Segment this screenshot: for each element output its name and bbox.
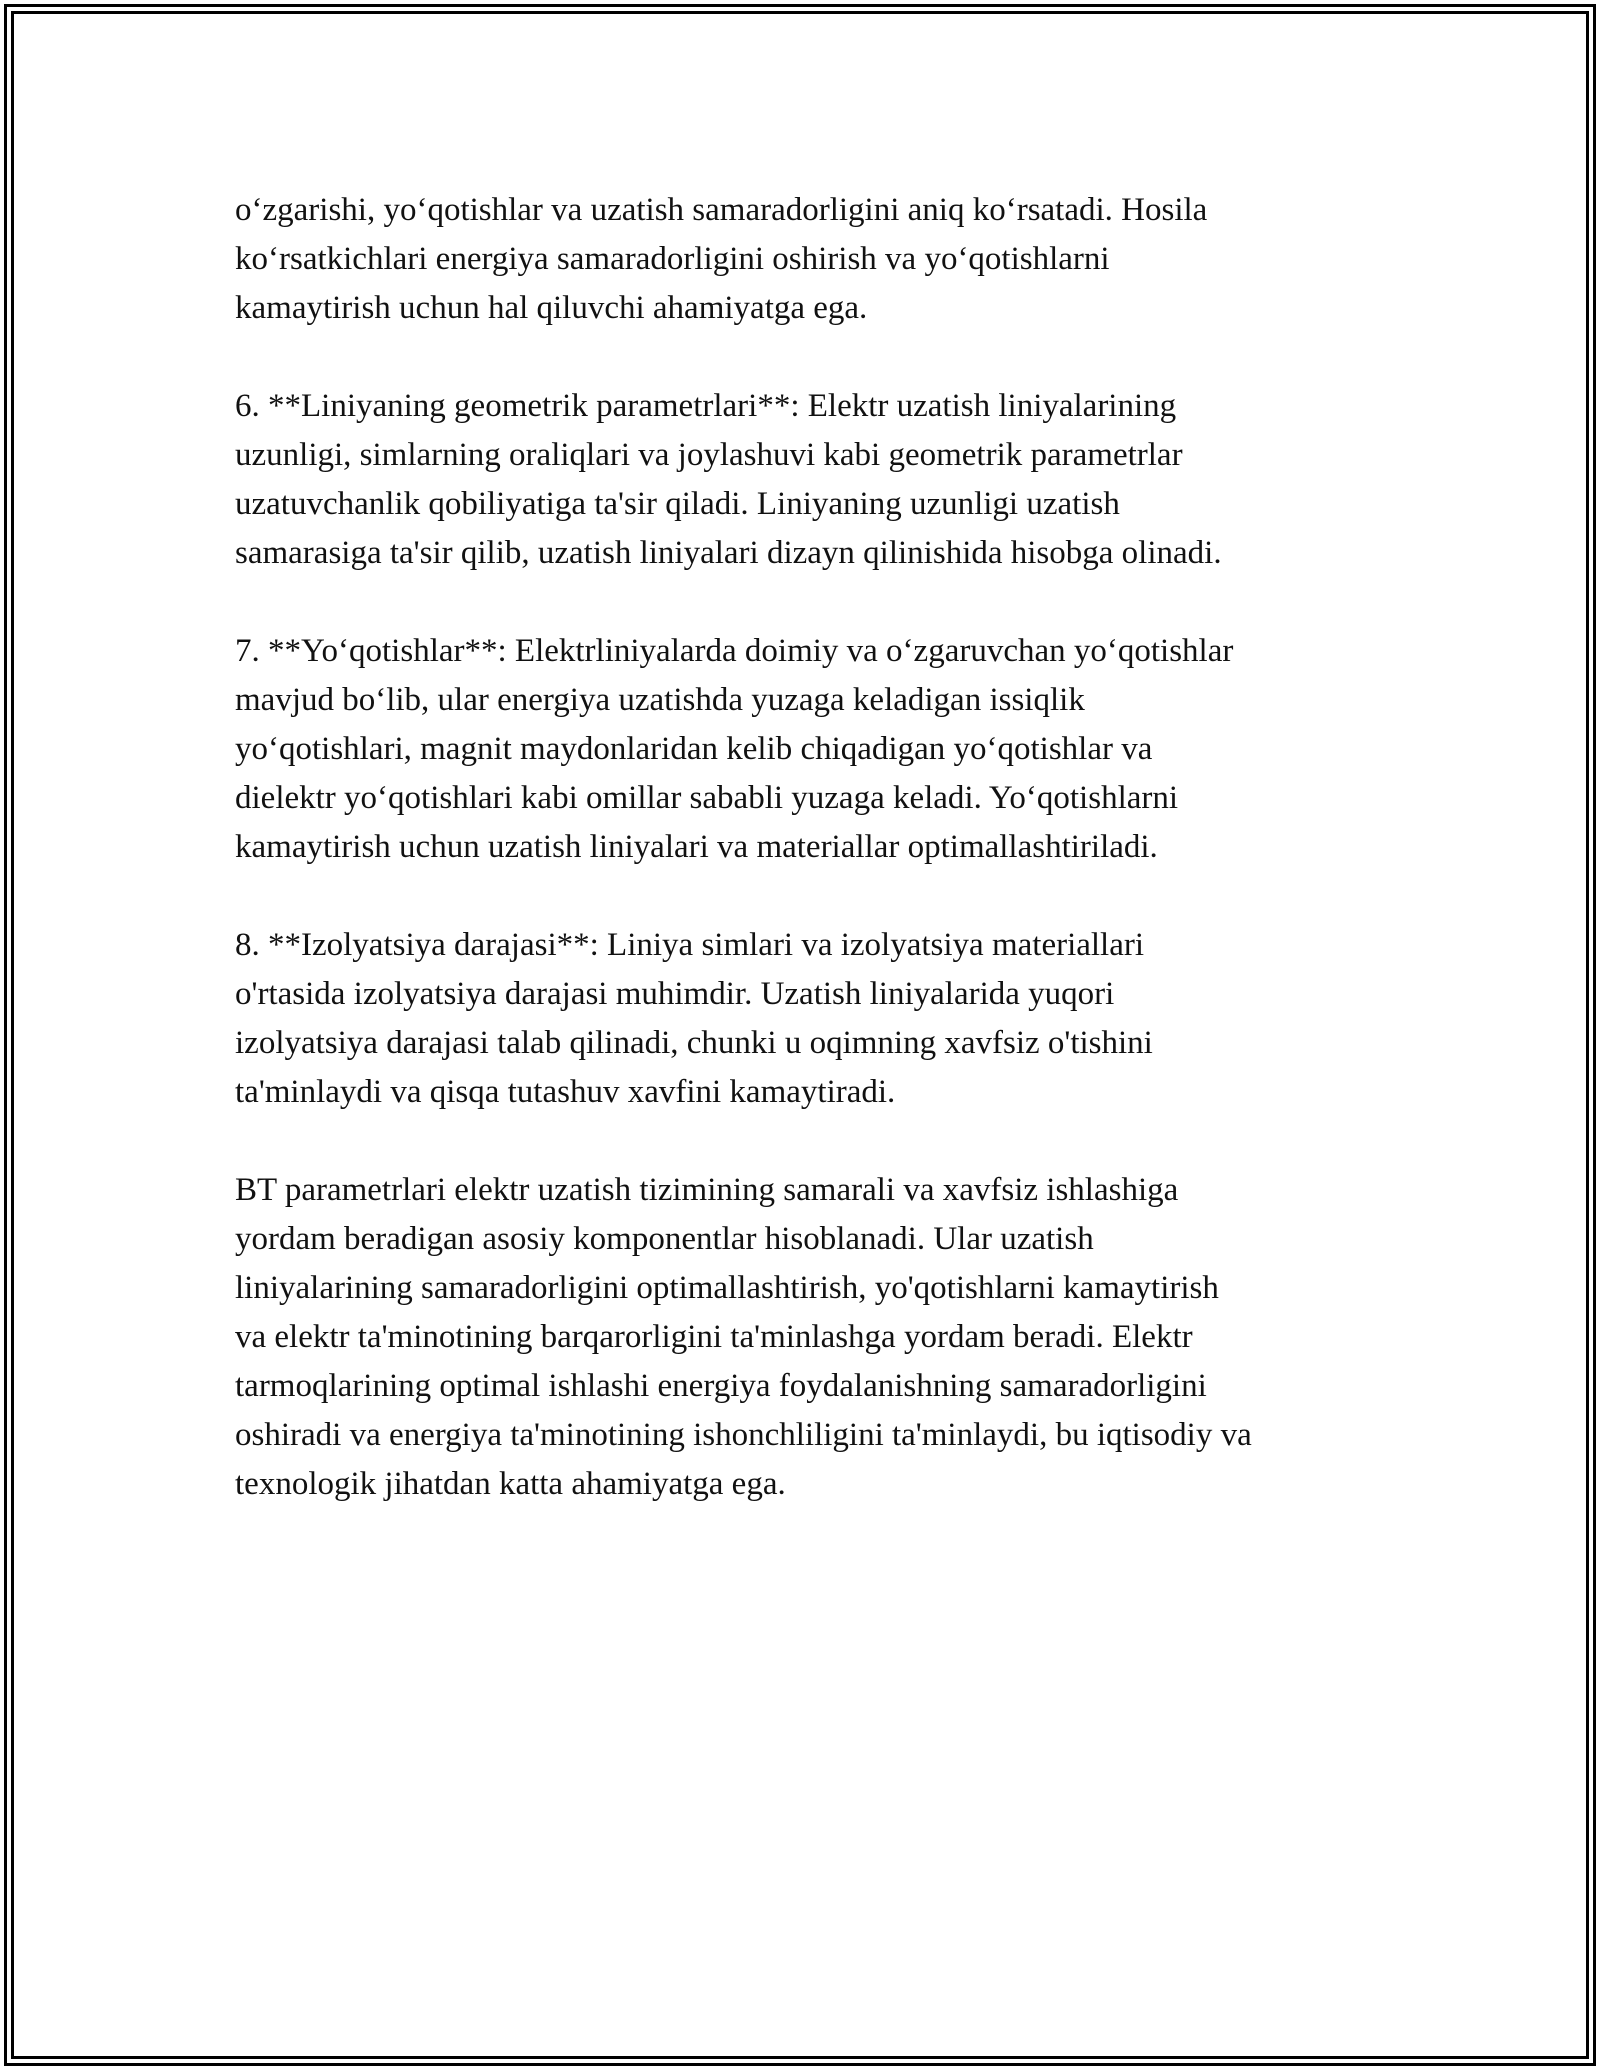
text-line: yo‘qotishlari, magnit maydonlaridan kelib chiqadigan yo‘qotishlar va xyxy=(235,731,1153,767)
text-line: liniyalarining samaradorligini optimallashtirish, yo'qotishlarni kamaytirish xyxy=(235,1270,1219,1306)
paragraph-item-7 xyxy=(235,627,1375,872)
text-line: uzatuvchanlik qobiliyatiga ta'sir qiladi. Liniyaning uzunligi uzatish xyxy=(235,486,1120,522)
text-line: o'rtasida izolyatsiya darajasi muhimdir. Uzatish liniyalarida yuqori xyxy=(235,976,1115,1012)
text-line: 8. **Izolyatsiya darajasi**: Liniya simlari va izolyatsiya materiallari xyxy=(235,927,1145,963)
text-line: ta'minlaydi va qisqa tutashuv xavfini kamaytiradi. xyxy=(235,1074,896,1110)
text-line: uzunligi, simlarning oraliqlari va joylashuvi kabi geometrik parametrlar xyxy=(235,437,1183,473)
text-line: BT parametrlari elektr uzatish tizimining samarali va xavfsiz ishlashiga xyxy=(235,1172,1179,1208)
text-line: ko‘rsatkichlari energiya samaradorligini oshirish va yo‘qotishlarni xyxy=(235,241,1110,277)
text-line: 6. **Liniyaning geometrik parametrlari**: Elektr uzatish liniyalarining xyxy=(235,388,1177,424)
text-line: izolyatsiya darajasi talab qilinadi, chunki u oqimning xavfsiz o'tishini xyxy=(235,1025,1153,1061)
text-line: oshiradi va energiya ta'minotining ishonchliligini ta'minlaydi, bu iqtisodiy va xyxy=(235,1417,1252,1453)
text-line: o‘zgarishi, yo‘qotishlar va uzatish samaradorligini aniq ko‘rsatadi. Hosila xyxy=(235,192,1208,228)
text-line: texnologik jihatdan katta ahamiyatga ega. xyxy=(235,1466,786,1502)
text-line: mavjud bo‘lib, ular energiya uzatishda yuzaga keladigan issiqlik xyxy=(235,682,1085,718)
paragraph-continuation xyxy=(235,186,1375,333)
text-line: va elektr ta'minotining barqarorligini ta'minlashga yordam beradi. Elektr xyxy=(235,1319,1193,1355)
paragraph-conclusion xyxy=(235,1166,1375,1509)
paragraph-item-8 xyxy=(235,921,1375,1117)
text-line: tarmoqlarining optimal ishlashi energiya foydalanishning samaradorligini xyxy=(235,1368,1207,1404)
paragraph-item-6 xyxy=(235,382,1375,578)
text-line: 7. **Yo‘qotishlar**: Elektrliniyalarda doimiy va o‘zgaruvchan yo‘qotishlar xyxy=(235,633,1234,669)
text-line: dielektr yo‘qotishlari kabi omillar sababli yuzaga keladi. Yo‘qotishlarni xyxy=(235,780,1179,816)
text-line: kamaytirish uchun hal qiluvchi ahamiyatga ega. xyxy=(235,290,868,326)
document-body xyxy=(235,186,1375,1558)
text-line: samarasiga ta'sir qilib, uzatish liniyalari dizayn qilinishida hisobga olinadi. xyxy=(235,535,1222,571)
text-line: kamaytirish uchun uzatish liniyalari va materiallar optimallashtiriladi. xyxy=(235,829,1158,865)
text-line: yordam beradigan asosiy komponentlar hisoblanadi. Ular uzatish xyxy=(235,1221,1094,1257)
